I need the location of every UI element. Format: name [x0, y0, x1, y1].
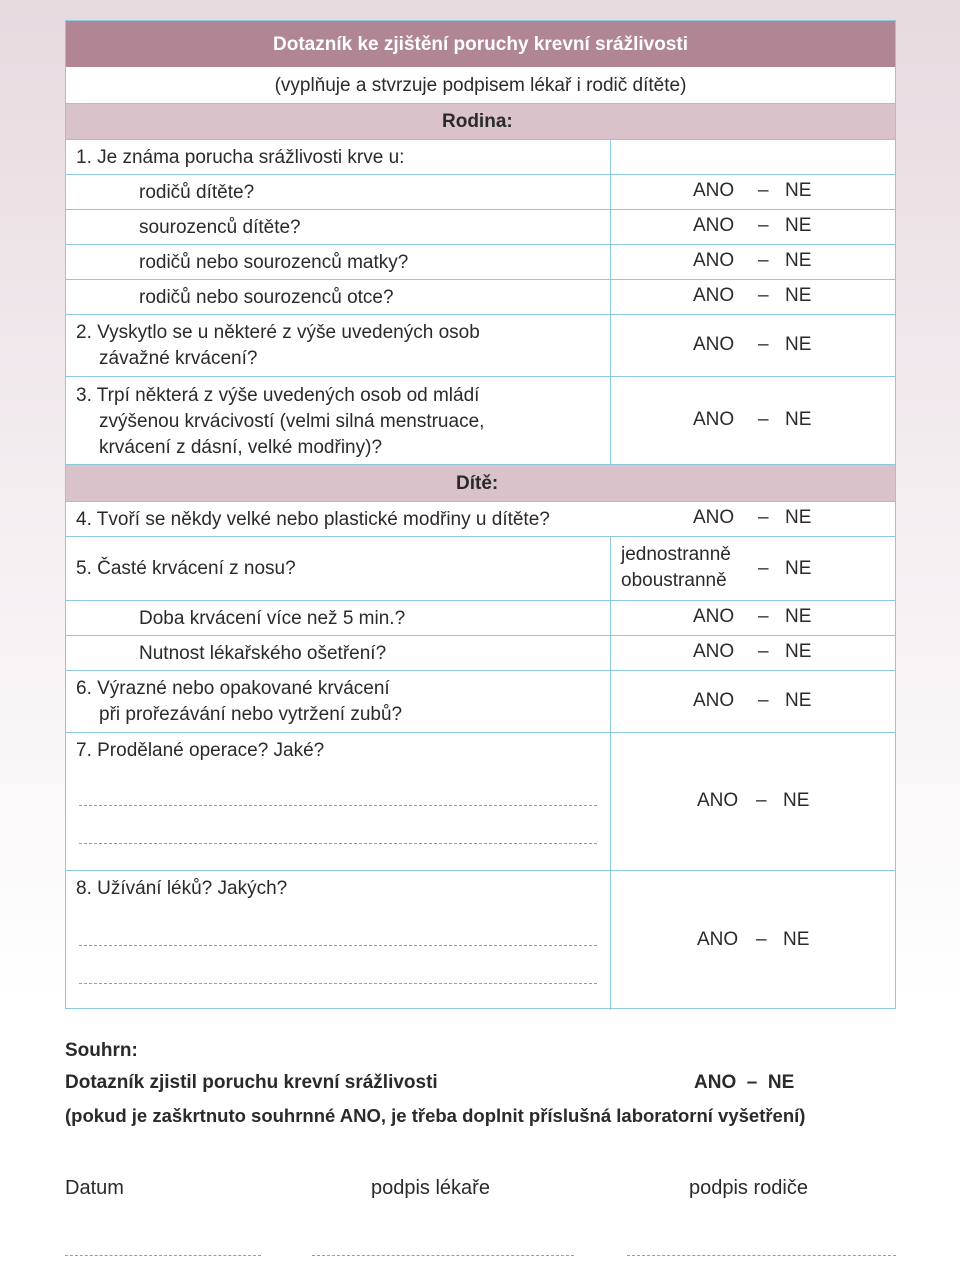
answer-separator: – — [756, 790, 767, 811]
answer-separator: – — [758, 285, 769, 306]
option-both-sided[interactable]: oboustranně — [621, 570, 727, 591]
signature-date-label: Datum — [65, 1177, 124, 1199]
answer-no[interactable]: NE — [785, 250, 812, 271]
answer-separator: – — [758, 558, 769, 579]
question-7-row — [66, 733, 895, 871]
question-1c-text: rodičů nebo sourozenců matky? — [139, 252, 409, 273]
question-8-text: 8. Užívání léků? Jakých? — [76, 878, 288, 899]
summary-result: Dotazník zjistil poruchu krevní srážlivosti — [65, 1072, 438, 1093]
answer-yes[interactable]: ANO — [693, 690, 735, 711]
question-5a-text: Doba krvácení více než 5 min.? — [139, 608, 406, 629]
answer-yes[interactable]: ANO — [697, 790, 739, 811]
form-subtitle-row — [66, 68, 895, 104]
answer-separator: – — [758, 409, 769, 430]
question-1b-row — [66, 210, 895, 245]
form-title: Dotazník ke zjištění poruchy krevní srážlivosti — [273, 34, 688, 55]
option-one-sided[interactable]: jednostranně — [621, 544, 731, 565]
question-4-row — [66, 502, 895, 537]
question-3-row — [66, 377, 895, 464]
answer-no[interactable]: NE — [783, 790, 810, 811]
answer-yes[interactable]: ANO — [693, 641, 735, 662]
answer-yes[interactable]: ANO — [693, 285, 735, 306]
answer-separator: – — [758, 507, 769, 528]
question-2-text — [76, 320, 480, 372]
form-title-bar — [66, 21, 895, 68]
section-family-label: Rodina: — [442, 111, 513, 132]
question-2-row — [66, 315, 895, 377]
section-child-label: Dítě: — [456, 473, 499, 494]
question-1c-row — [66, 245, 895, 280]
answer-no[interactable]: NE — [785, 606, 812, 627]
question-2-line-2: závažné krvácení? — [99, 348, 258, 369]
answer-yes[interactable]: ANO — [693, 334, 735, 355]
question-6-row — [66, 671, 895, 733]
question-6-line-1: 6. Výrazné nebo opakované krvácení — [76, 678, 390, 699]
answer-no[interactable]: NE — [785, 507, 812, 528]
answer-no[interactable]: NE — [785, 334, 812, 355]
question-6-text — [76, 676, 402, 728]
summary-note: (pokud je zaškrtnuto souhrnné ANO, je třeba doplnit příslušná laboratorní vyšetření) — [65, 1105, 806, 1126]
question-5b-text: Nutnost lékařského ošetření? — [139, 643, 387, 664]
answer-no[interactable]: NE — [785, 180, 812, 201]
signature-parent-line[interactable] — [627, 1255, 896, 1256]
answer-yes[interactable]: ANO — [697, 929, 739, 950]
answer-yes[interactable]: ANO — [693, 606, 735, 627]
answer-yes[interactable]: ANO — [693, 250, 735, 271]
answer-line-8b[interactable] — [79, 983, 597, 984]
question-1a-text: rodičů dítěte? — [139, 182, 255, 203]
question-3-line-3: krvácení z dásní, velké modřiny)? — [99, 437, 383, 458]
question-1a-row — [66, 175, 895, 210]
signature-doctor-line[interactable] — [312, 1255, 574, 1256]
answer-no[interactable]: NE — [785, 215, 812, 236]
answer-separator: – — [756, 929, 767, 950]
answer-yes[interactable]: ANO — [693, 180, 735, 201]
answer-yes[interactable]: ANO — [693, 507, 735, 528]
answer-no[interactable]: NE — [785, 409, 812, 430]
summary-answer[interactable]: ANO – NE — [694, 1072, 795, 1093]
answer-5-options — [621, 542, 731, 594]
section-child-header — [66, 464, 895, 502]
answer-line-7b[interactable] — [79, 843, 597, 844]
question-2-line-1: 2. Vyskytlo se u některé z výše uvedených osob — [76, 322, 480, 343]
answer-no[interactable]: NE — [783, 929, 810, 950]
answer-separator: – — [758, 180, 769, 201]
question-1d-row — [66, 280, 895, 315]
questionnaire-form — [65, 20, 896, 1009]
question-1-row — [66, 140, 895, 175]
answer-separator: – — [758, 641, 769, 662]
question-5-row — [66, 537, 895, 601]
answer-separator: – — [758, 606, 769, 627]
answer-line-8a[interactable] — [79, 945, 597, 946]
signature-date-line[interactable] — [65, 1255, 261, 1256]
answer-line-7a[interactable] — [79, 805, 597, 806]
form-subtitle: (vyplňuje a stvrzuje podpisem lékař i rodič dítěte) — [274, 75, 687, 96]
child-block — [66, 537, 895, 1010]
question-1d-text: rodičů nebo sourozenců otce? — [139, 287, 394, 308]
question-5-text: 5. Časté krvácení z nosu? — [76, 558, 296, 579]
question-4-text: 4. Tvoří se někdy velké nebo plastické modřiny u dítěte? — [76, 509, 550, 530]
summary-heading: Souhrn: — [65, 1040, 138, 1061]
question-1b-text: sourozenců dítěte? — [139, 217, 301, 238]
question-3-line-2: zvýšenou krvácivostí (velmi silná menstruace, — [99, 411, 485, 432]
question-3-line-1: 3. Trpí některá z výše uvedených osob od mládí — [76, 385, 480, 406]
family-block — [66, 140, 895, 464]
section-family-header — [66, 104, 895, 140]
answer-no[interactable]: NE — [785, 285, 812, 306]
question-5a-row — [66, 601, 895, 636]
question-3-text — [76, 383, 484, 461]
question-5b-row — [66, 636, 895, 671]
question-6-line-2: při prořezávání nebo vytržení zubů? — [99, 704, 403, 725]
answer-no[interactable]: NE — [785, 690, 812, 711]
question-8-row — [66, 871, 895, 1010]
answer-yes[interactable]: ANO — [693, 409, 735, 430]
answer-separator: – — [758, 690, 769, 711]
answer-yes[interactable]: ANO — [693, 215, 735, 236]
question-7-text: 7. Prodělané operace? Jaké? — [76, 740, 325, 761]
signature-doctor-label: podpis lékaře — [371, 1177, 490, 1199]
answer-no[interactable]: NE — [785, 641, 812, 662]
signature-parent-label: podpis rodiče — [689, 1177, 808, 1199]
answer-separator: – — [758, 334, 769, 355]
answer-no[interactable]: NE — [785, 558, 812, 579]
question-1-text: 1. Je známa porucha srážlivosti krve u: — [76, 147, 405, 168]
answer-separator: – — [758, 215, 769, 236]
answer-separator: – — [758, 250, 769, 271]
